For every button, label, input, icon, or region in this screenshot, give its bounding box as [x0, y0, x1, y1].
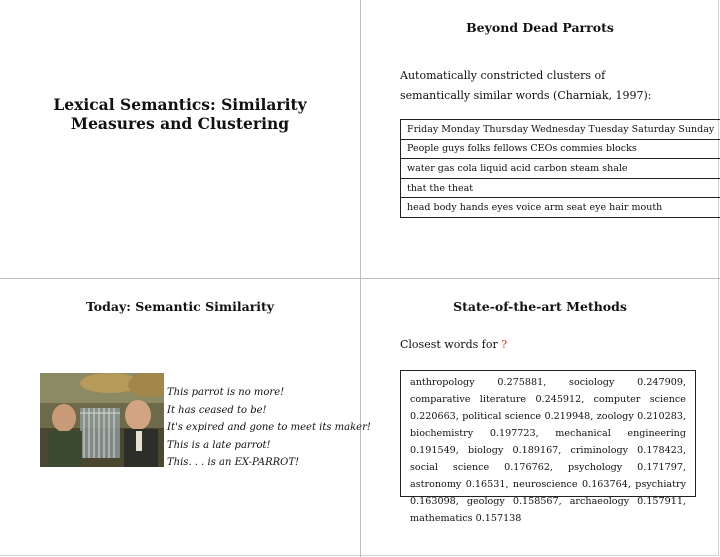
- query-mark: ?: [501, 338, 508, 351]
- photo-illustration: [40, 373, 164, 467]
- slide2-intro: Automatically constricted clusters of semantically similar words (Charniak, 1997):: [400, 69, 652, 102]
- cluster-cell: that the theat: [401, 178, 720, 198]
- table-row: [401, 178, 720, 198]
- table-row: [401, 159, 720, 179]
- closest-label: Closest words for: [400, 338, 498, 351]
- cluster-cell: Friday Monday Thursday Wednesday Tuesday Saturday Sunday: [401, 120, 720, 140]
- parrot-sketch-photo: [40, 373, 164, 467]
- quote-line: This is a late parrot!: [167, 439, 271, 451]
- cluster-table: [400, 119, 720, 218]
- quote-line: This. . . is an EX-PARROT!: [167, 457, 300, 468]
- cluster-cell: water gas cola liquid acid carbon steam shale: [401, 159, 720, 179]
- table-row: [401, 198, 720, 218]
- slide1-title: Lexical Semantics: Similarity Measures and Clustering: [53, 95, 307, 133]
- quote-line: It has ceased to be!: [167, 404, 267, 416]
- slide4-title: State-of-the-art Methods: [453, 299, 627, 314]
- table-row: [401, 120, 720, 140]
- slide2-title: Beyond Dead Parrots: [466, 20, 614, 35]
- quote-line: This parrot is no more!: [167, 387, 285, 398]
- quote-line: It's expired and gone to meet its maker!: [167, 422, 371, 433]
- closest-words-line: [400, 338, 507, 351]
- cluster-cell: head body hands eyes voice arm seat eye hair mouth: [401, 198, 720, 218]
- cluster-cell: People guys folks fellows CEOs commies blocks: [401, 139, 720, 159]
- horizontal-divider: [0, 278, 720, 279]
- parrot-quotes: [167, 384, 371, 472]
- similar-words-box: anthropology 0.275881, sociology 0.247909, comparative literature 0.245912, computer science 0.220663, political science 0.219948, zoology 0.210283, biochemistry 0.197723, mechanical engineering 0.191549, biology 0.189167, criminology 0.178423, social science 0.176762, psychology 0.171797, astronomy 0.16531, neuroscience 0.163764, psychiatry 0.163098, geology 0.158567, archaeology 0.157911, mathematics 0.157138: [400, 370, 696, 497]
- table-row: [401, 139, 720, 159]
- slide3-title: Today: Semantic Similarity: [85, 299, 275, 314]
